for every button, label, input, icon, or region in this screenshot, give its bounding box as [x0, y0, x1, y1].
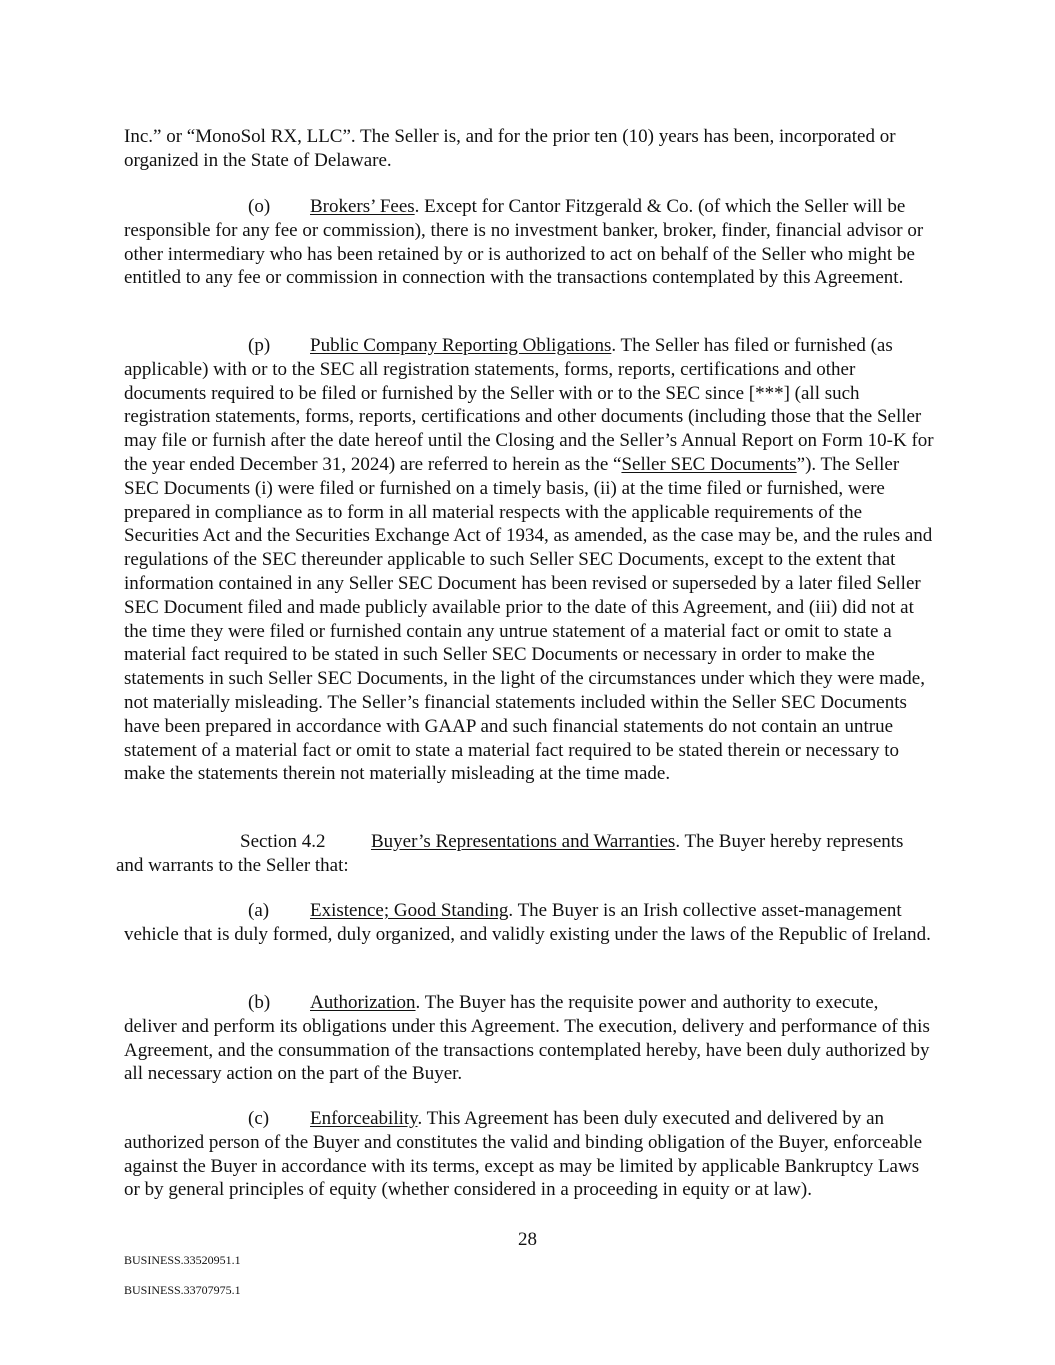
clause-authorization [124, 991, 934, 1086]
clause-body: . The Buyer has the requisite power and authority to execute, deliver and perform its obligations under this Agreement. The execution, delivery and performance of this Agreement, and the consummation of the transactions contemplated hereby, have been duly authorized by all necessary action on the part of the Buyer. [124, 992, 930, 1085]
clause-brokers-fees [124, 195, 934, 290]
clause-body-continued: ”). The Seller SEC Documents (i) were filed or furnished on a timely basis, (ii) at the time filed or furnished, were prepared in compliance as to form in all material respects with the applicable requirements of the Securities Act and the Securities Exchange Act of 1934, as amended, as the case may be, and the rules and regulations of the SEC thereunder applicable to such Seller SEC Documents, except to the extent that information contained in any Seller SEC Document has been revised or superseded by a later filed Seller SEC Document filed and made publicly available prior to the date of this Agreement, and (iii) did not at the time they were filed or furnished contain any untrue statement of a material fact or omit to state a material fact required to be stated in such Seller SEC Documents or necessary in order to make the statements in such Seller SEC Documents, in the light of the circumstances under which they were made, not materially misleading. The Seller’s financial statements included within the Seller SEC Documents have been prepared in accordance with GAAP and such financial statements do not contain an untrue statement of a material fact or omit to state a material fact required to be stated therein or necessary to make the statements therein not materially misleading at the time made. [124, 453, 933, 785]
page-number: 28 [518, 1229, 537, 1250]
intro-paragraph [124, 125, 934, 173]
section-body: . The Buyer hereby represents and warrants to the Seller that: [116, 831, 904, 876]
clause-body: . This Agreement has been duly executed and delivered by an authorized person of the Buyer and constitutes the valid and binding obligation of the Buyer, enforceable against the Buyer in accordance with its terms, except as may be limited by applicable Bankruptcy Laws or by general principles of equity (whether considered in a proceeding in equity or at law). [124, 1108, 923, 1201]
clause-title: Public Company Reporting Obligations [310, 335, 612, 356]
clause-title: Authorization [310, 992, 416, 1013]
section-number: Section 4.2 [240, 831, 326, 852]
clause-enforceability [124, 1107, 934, 1202]
section-title: Buyer’s Representations and Warranties [371, 831, 676, 852]
clause-label: (b) [248, 992, 271, 1013]
clause-label: (c) [248, 1108, 270, 1129]
clause-label: (p) [248, 335, 271, 356]
clause-label: (o) [248, 196, 271, 217]
clause-label: (a) [248, 900, 270, 921]
defined-term: Seller SEC Documents [621, 453, 797, 475]
clause-body: . The Seller has filed or furnished (as applicable) with or to the SEC all registration statements, forms, reports, certifications and other documents required to be filed or furnished by the Seller with or to the SEC since [***] (all such registration statements, forms, reports, certifications and other documents (including those that the Seller may file or furnish after the date hereof until the Closing and the Seller’s Annual Report on Form 10-K for the year ended December 31, 2024) are referred to herein as the “ [124, 335, 934, 475]
footer-document-id: BUSINESS.33520951.1 [124, 1253, 241, 1267]
clause-public-company-reporting [124, 334, 934, 786]
clause-body: . Except for Cantor Fitzgerald & Co. (of which the Seller will be responsible for any fee or commission), there is no investment banker, broker, finder, financial advisor or other intermediary who has been retained by or is authorized to act on behalf of the Seller who might be entitled to any fee or commission in connection with the transactions contemplated by this Agreement. [124, 196, 924, 289]
intro-text: Inc.” or “MonoSol RX, LLC”. The Seller is, and for the prior ten (10) years has been, incorporated or organized in the State of Delaware. [124, 126, 896, 171]
clause-existence-good-standing [124, 899, 934, 947]
clause-title: Enforceability [310, 1108, 418, 1129]
clause-body: . The Buyer is an Irish collective asset-management vehicle that is duly formed, duly organized, and validly existing under the laws of the Republic of Ireland. [124, 900, 931, 945]
section-4-2 [116, 830, 934, 878]
footer-document-id: BUSINESS.33707975.1 [124, 1283, 241, 1297]
clause-title: Brokers’ Fees [310, 196, 415, 217]
clause-title: Existence; Good Standing [310, 900, 509, 921]
